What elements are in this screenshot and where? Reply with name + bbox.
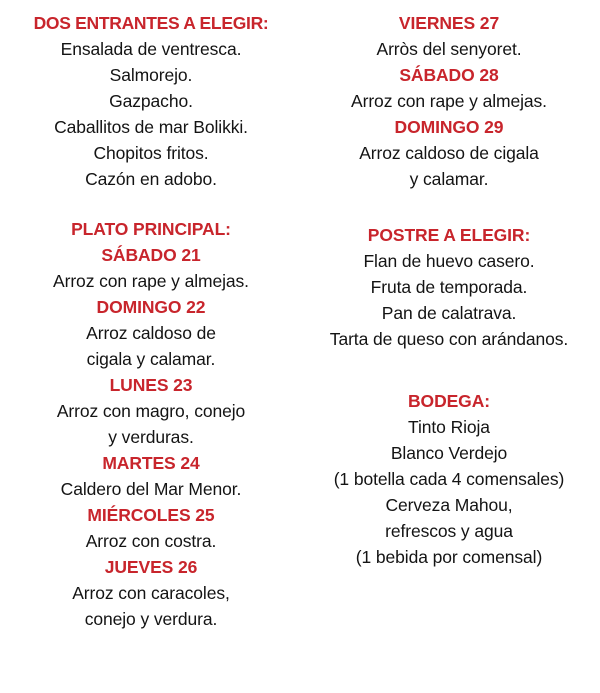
day-heading: MIÉRCOLES 25: [87, 505, 215, 525]
menu-item: Cazón en adobo.: [85, 169, 217, 189]
menu-day-martes-24: [10, 450, 292, 502]
section-heading: DOS ENTRANTES A ELEGIR:: [33, 13, 269, 33]
menu-day-sabado-28: [308, 62, 590, 114]
menu-item: Arroz con rape y almejas.: [351, 91, 547, 111]
menu-item: Arroz caldoso de cigala: [359, 143, 539, 163]
day-heading: MARTES 24: [102, 453, 200, 473]
menu-section-plato-principal: [10, 216, 292, 242]
menu-day-lunes-23: [10, 372, 292, 450]
section-heading: PLATO PRINCIPAL:: [71, 219, 231, 239]
menu-day-sabado-21: [10, 242, 292, 294]
menu-column-left: [0, 10, 300, 693]
menu-item: Caldero del Mar Menor.: [60, 479, 242, 499]
menu-item: Tinto Rioja: [408, 417, 490, 437]
menu-item: Arroz con costra.: [85, 531, 217, 551]
menu-day-viernes-27: [308, 10, 590, 62]
day-heading: JUEVES 26: [104, 557, 198, 577]
menu-item: Cerveza Mahou,: [385, 495, 513, 515]
menu-day-jueves-26: [10, 554, 292, 632]
menu-item: Arroz con caracoles,: [72, 583, 230, 603]
menu-column-right: [300, 10, 600, 693]
menu-day-domingo-29: [308, 114, 590, 192]
section-spacer: [308, 352, 590, 388]
menu-day-domingo-22: [10, 294, 292, 372]
day-heading: LUNES 23: [109, 375, 193, 395]
menu-item: Salmorejo.: [109, 65, 193, 85]
day-heading: SÁBADO 28: [399, 65, 499, 85]
menu-item: Blanco Verdejo: [390, 443, 508, 463]
menu-item: Pan de calatrava.: [381, 303, 517, 323]
menu-item: conejo y verdura.: [84, 609, 218, 629]
section-heading: POSTRE A ELEGIR:: [367, 225, 531, 245]
day-heading: DOMINGO 29: [394, 117, 504, 137]
menu-item: Ensalada de ventresca.: [60, 39, 242, 59]
menu-item: cigala y calamar.: [86, 349, 216, 369]
menu-item: (1 botella cada 4 comensales): [333, 469, 565, 489]
menu-item: y verduras.: [108, 427, 194, 447]
menu-section-postres: [308, 222, 590, 352]
section-heading: BODEGA:: [408, 391, 490, 411]
menu-section-bodega: [308, 388, 590, 570]
day-heading: VIERNES 27: [398, 13, 500, 33]
menu-item: Arròs del senyoret.: [376, 39, 522, 59]
menu-item: (1 bebida por comensal): [355, 547, 543, 567]
menu-item: Flan de huevo casero.: [363, 251, 535, 271]
menu-day-miercoles-25: [10, 502, 292, 554]
menu-item: Caballitos de mar Bolikki.: [54, 117, 248, 137]
menu-item: Fruta de temporada.: [370, 277, 528, 297]
day-heading: SÁBADO 21: [101, 245, 201, 265]
day-heading: DOMINGO 22: [96, 297, 206, 317]
menu-item: y calamar.: [409, 169, 489, 189]
menu-item: Arroz con rape y almejas.: [53, 271, 249, 291]
menu-item: Arroz con magro, conejo: [56, 401, 246, 421]
menu-item: Tarta de queso con arándanos.: [329, 329, 569, 349]
menu-item: Chopitos fritos.: [93, 143, 209, 163]
menu-section-entrantes: [10, 10, 292, 192]
section-spacer: [308, 192, 590, 222]
menu-item: Gazpacho.: [109, 91, 193, 111]
menu-item: refrescos y agua: [385, 521, 513, 541]
menu-item: Arroz caldoso de: [86, 323, 216, 343]
